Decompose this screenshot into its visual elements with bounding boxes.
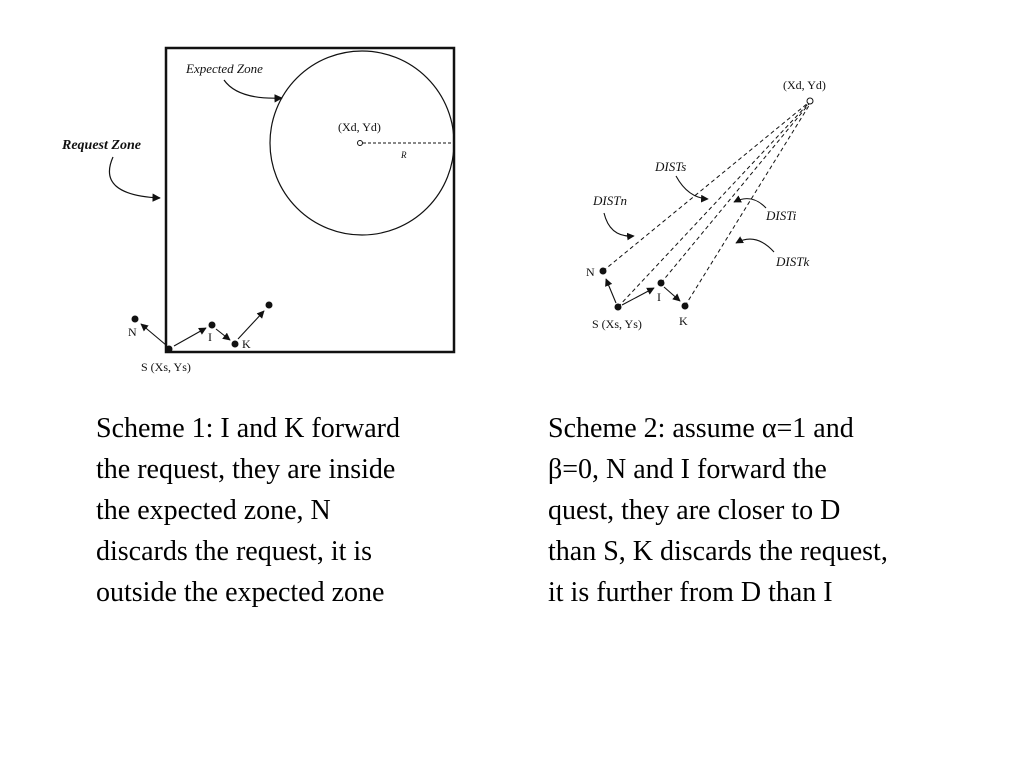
scheme2-node-k-label: K xyxy=(679,314,688,328)
node-s xyxy=(166,346,173,353)
dist-n-arrow xyxy=(604,213,634,236)
dist-k-arrow xyxy=(736,239,774,252)
arrow-s-to-i xyxy=(174,328,206,346)
node-n-label: N xyxy=(128,325,137,339)
scheme2-caption: Scheme 2: assume α=1 and β=0, N and I forward the quest, they are closer to D than S, K discards the request, it is further from D than I xyxy=(548,413,888,608)
radius-label: R xyxy=(401,150,407,160)
node-k xyxy=(232,341,239,348)
expected-zone-arrow xyxy=(224,80,282,98)
dist-i-label: DISTi xyxy=(766,208,797,223)
scheme2-node-n-label: N xyxy=(586,265,595,279)
scheme2-source-label: S (Xs, Ys) xyxy=(592,317,642,331)
scheme1-caption: Scheme 1: I and K forward the request, they are inside the expected zone, N discards the request, it is outside the expected zone xyxy=(96,413,401,608)
request-zone-arrow xyxy=(109,157,160,198)
dist-i-arrow xyxy=(734,199,766,208)
scheme2-node-n xyxy=(600,268,607,275)
scheme2-arrow-s-to-n xyxy=(606,279,616,303)
dist-k-line xyxy=(685,104,810,306)
node-k-label: K xyxy=(242,337,251,351)
expected-zone-label: Expected Zone xyxy=(186,61,263,76)
scheme2-node-i-label: I xyxy=(657,290,661,304)
dist-s-label: DISTs xyxy=(655,159,687,174)
arrow-s-to-n xyxy=(141,324,166,345)
scheme1-source-label: S (Xs, Ys) xyxy=(141,360,191,374)
scheme2-node-k xyxy=(682,303,689,310)
scheme1-destination-label: (Xd, Yd) xyxy=(338,120,381,134)
node-i xyxy=(209,322,216,329)
scheme2-arrow-i-to-k xyxy=(664,287,680,301)
destination-point xyxy=(358,141,363,146)
dist-n-line xyxy=(603,103,808,271)
request-zone-label: Request Zone xyxy=(62,138,141,153)
scheme1-diagram xyxy=(61,48,454,374)
scheme2-node-i xyxy=(658,280,665,287)
node-n xyxy=(132,316,139,323)
node-k-next xyxy=(266,302,273,309)
scheme2-destination-label: (Xd, Yd) xyxy=(783,78,826,92)
request-zone-rect xyxy=(166,48,454,352)
dist-s-line xyxy=(618,104,808,307)
node-i-label: I xyxy=(208,330,212,344)
dist-n-label: DISTn xyxy=(593,193,627,208)
scheme2-node-s xyxy=(615,304,622,311)
scheme2-arrow-s-to-i xyxy=(622,288,654,305)
scheme2-destination-point xyxy=(807,98,813,104)
dist-s-arrow xyxy=(676,176,708,199)
dist-k-label: DISTk xyxy=(776,254,810,269)
scheme2-diagram xyxy=(586,78,826,331)
arrow-k-onward xyxy=(238,311,264,339)
arrow-i-to-k xyxy=(216,329,230,340)
